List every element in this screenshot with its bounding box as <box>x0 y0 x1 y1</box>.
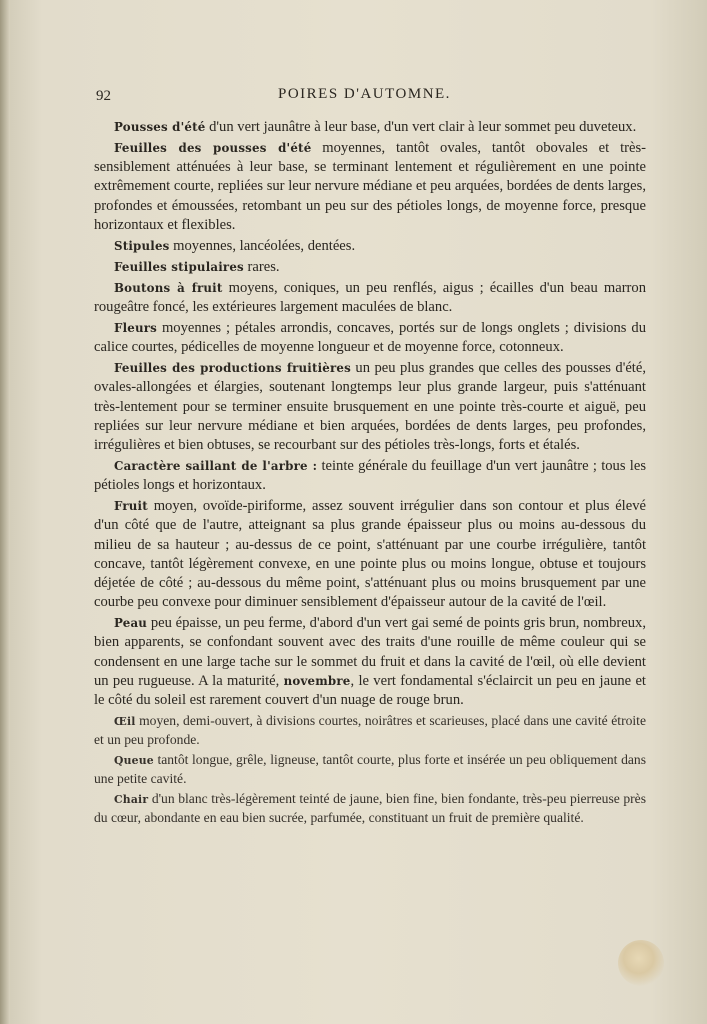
term-lead: Queue <box>114 753 154 767</box>
term-inline: novembre <box>283 673 351 688</box>
description: moyens, coniques, un peu renflés, aigus ; écailles d'un beau marron rougeâtre foncé, les extérieures largement maculées de blanc. <box>94 279 647 316</box>
paragraph-pousses <box>94 118 646 137</box>
description: peu épaisse, un peu ferme, d'abord d'un vert gai semé de points gris brun, nombreux, bien apparents, se confondant souvent avec des traits d'une rouille de même couleur qui se condensent en une large tache sur le sommet du fruit et dans la cavité de l'œil, où elle devient un peu rugueuse. A la maturité, <box>94 615 646 689</box>
description: rares. <box>243 258 280 275</box>
description: d'un blanc très-légèrement teinté de jaune, bien fine, bien fondante, très-peu pierreuse près du cœur, abondante en eau bien sucrée, parfumée, constituant un fruit de première qualité. <box>94 790 646 825</box>
term-lead: Feuilles stipulaires <box>114 259 244 274</box>
term-lead: Stipules <box>114 238 170 253</box>
description: moyennes, lancéolées, dentées. <box>169 237 356 254</box>
body-text <box>94 118 646 828</box>
paragraph-oeil <box>94 712 646 749</box>
paragraph-boutons <box>94 279 646 317</box>
description: teinte générale du feuillage d'un vert jaunâtre ; tous les pétioles longs et horizontaux. <box>94 458 646 494</box>
paragraph-fleurs <box>94 319 646 357</box>
paragraph-stipules <box>94 237 646 256</box>
paragraph-peau <box>94 614 646 710</box>
description: moyen, ovoïde-piriforme, assez souvent irrégulier dans son contour et plus élevé d'un côté que de l'autre, atteignant sa plus grande épaisseur plus ou moins au-dessous du milieu de sa hauteur ; au-dessus de ce point, s'atténuant par une courbe irrégulière, tantôt concave, tantôt légèrement convexe, en une pointe plus ou moins longue, obtuse et toujours déjetée de côté ; au-dessous du même point, s'atténuant plus ou moins brusquement par une courbe peu convexe pour diminuer sensiblement d'épaisseur autour de la cavité de l'œil. <box>94 498 646 611</box>
paragraph-feuilles-pousses <box>94 139 646 235</box>
description-continued: , le vert fondamental s'éclaircit un peu en jaune et le côté du soleil est rarement couvert d'un nuage de rouge brun. <box>94 672 646 709</box>
term-lead: Boutons à fruit <box>114 280 223 295</box>
term-lead: Caractère saillant de l'arbre : <box>114 459 318 474</box>
page-header <box>96 86 645 110</box>
description: moyennes, tantôt ovales, tantôt obovales et très-sensiblement atténuées à leur base, se terminant lentement et régulièrement en une pointe extrêmement courte, repliées sur leur nervure médiane et peu arquées, bordées de dents larges, profondes et émoussées, retombant un peu sur des pétioles longs, de moyenne force, presque horizontaux et flexibles. <box>94 140 646 233</box>
paragraph-feuilles-stipulaires <box>94 258 646 277</box>
term-lead: Feuilles des productions fruitières <box>114 361 351 376</box>
description: moyennes ; pétales arrondis, concaves, portés sur de longs onglets ; divisions du calice courtes, pédicelles de moyenne longueur et de moyenne force, cotonneux. <box>94 320 646 356</box>
paragraph-chair <box>94 790 646 827</box>
closing-paragraphs <box>94 712 646 827</box>
paper-stain <box>618 940 664 986</box>
description: d'un vert jaunâtre à leur base, d'un vert clair à leur sommet peu duveteux. <box>205 119 637 135</box>
running-title: POIRES D'AUTOMNE. <box>278 86 451 102</box>
paragraph-queue <box>94 751 646 788</box>
description: un peu plus grandes que celles des pousses d'été, ovales-allongées et élargies, soutenant longtemps leur plus grande largeur, puis s'atténuant très-lentement pour se terminer ensuite brusquement en une pointe très-courte et aiguë, peu repliées sur leur nervure médiane et bien arquées, bordées de dents larges, peu profondes, irrégulières et bien obtuses, se recourbant sur des pétioles très-longs, forts et étalés. <box>94 360 646 454</box>
paragraph-fruit <box>94 497 646 612</box>
term-lead: Fruit <box>114 499 148 514</box>
term-lead: Peau <box>114 616 148 631</box>
page-number: 92 <box>96 88 111 104</box>
term-lead: Fleurs <box>114 321 157 336</box>
term-lead: Œil <box>114 715 136 729</box>
paragraph-caractere <box>94 457 646 495</box>
description: moyen, demi-ouvert, à divisions courtes, noirâtres et scarieuses, placé dans une cavité étroite et un peu profonde. <box>94 713 646 748</box>
term-lead: Pousses d'été <box>114 120 206 134</box>
page-binding-edge <box>0 0 10 1024</box>
description: tantôt longue, grêle, ligneuse, tantôt courte, plus forte et insérée un peu obliquement dans une petite cavité. <box>94 751 646 786</box>
term-lead: Feuilles des pousses d'été <box>114 141 312 155</box>
term-lead: Chair <box>114 792 149 806</box>
paragraph-feuilles-productions <box>94 359 646 455</box>
